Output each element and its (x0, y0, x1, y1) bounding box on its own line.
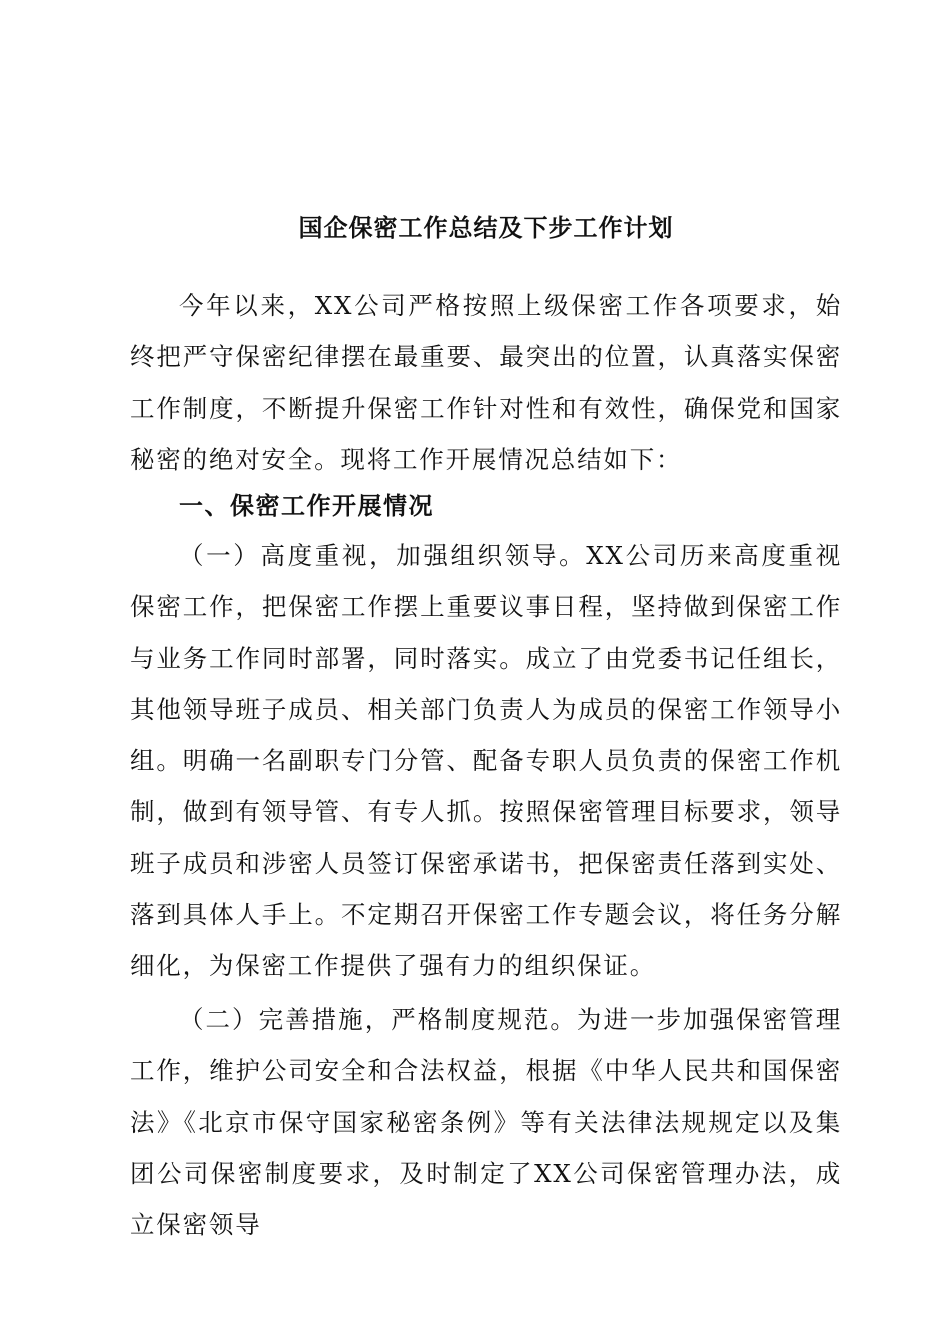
body-paragraph-1: （一）高度重视，加强组织领导。XX公司历来高度重视保密工作，把保密工作摆上重要议事日程，坚持做到保密工作与业务工作同时部署，同时落实。成立了由党委书记任组长，其他领导班子成员、相关部门负责人为成员的保密工作领导小组。明确一名副职专门分管、配备专职人员负责的保密工作机制，做到有领导管、有专人抓。按照保密管理目标要求，领导班子成员和涉密人员签订保密承诺书，把保密责任落到实处、落到具体人手上。不定期召开保密工作专题会议，将任务分解细化，为保密工作提供了强有力的组织保证。 (130, 541, 842, 981)
intro-paragraph: 今年以来，XX公司严格按照上级保密工作各项要求，始终把严守保密纪律摆在最重要、最突出的位置，认真落实保密工作制度，不断提升保密工作针对性和有效性，确保党和国家秘密的绝对安全。现将工作开展情况总结如下： (130, 291, 842, 474)
body-paragraph-2: （二）完善措施，严格制度规范。为进一步加强保密管理工作，维护公司安全和合法权益，根据《中华人民共和国保密法》《北京市保守国家秘密条例》等有关法律法规规定以及集团公司保密制度要求，及时制定了XX公司保密管理办法，成立保密领导 (130, 1005, 842, 1240)
document-title: 国企保密工作总结及下步工作计划 (298, 213, 674, 242)
section-heading: 一、保密工作开展情况 (179, 491, 434, 520)
